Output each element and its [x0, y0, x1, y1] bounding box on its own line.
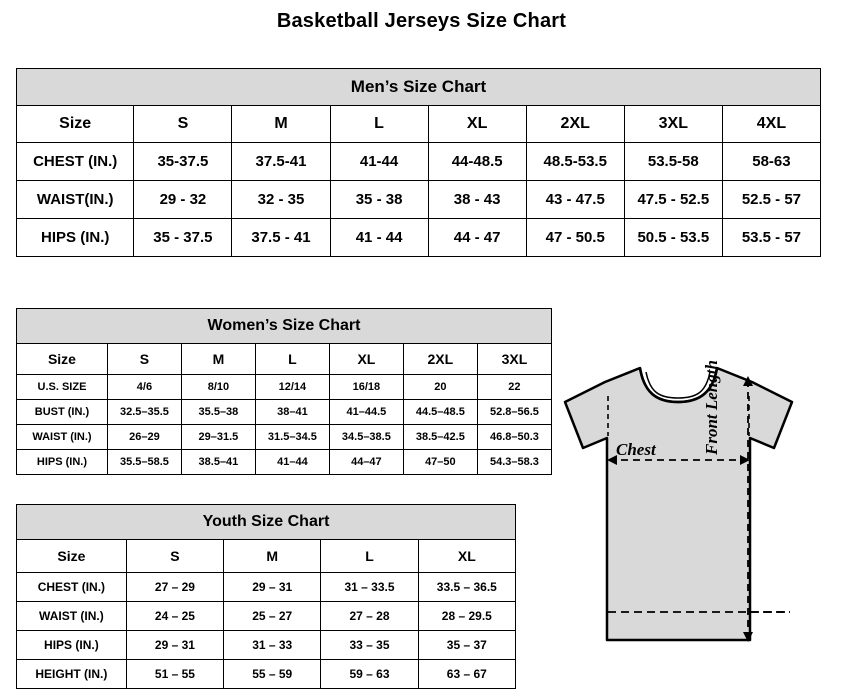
table-cell: 41–44 [255, 450, 329, 475]
table-caption-row [17, 309, 552, 344]
column-header: XL [428, 106, 526, 143]
table-cell: 32 - 35 [232, 181, 330, 219]
table-cell: 54.3–58.3 [477, 450, 551, 475]
table-row [17, 602, 516, 631]
table-cell: 35-37.5 [134, 143, 232, 181]
table-row [17, 660, 516, 689]
table-row [17, 219, 821, 257]
mens-chart-caption: Men’s Size Chart [17, 69, 821, 106]
table-cell: 37.5-41 [232, 143, 330, 181]
column-header: S [126, 540, 223, 573]
table-cell: 33.5 – 36.5 [418, 573, 515, 602]
table-cell: 26–29 [107, 425, 181, 450]
table-cell: 46.8–50.3 [477, 425, 551, 450]
table-cell: 48.5-53.5 [526, 143, 624, 181]
table-row [17, 631, 516, 660]
table-cell: 29–31.5 [181, 425, 255, 450]
table-cell: 35 - 38 [330, 181, 428, 219]
table-caption-row [17, 505, 516, 540]
row-label: U.S. SIZE [17, 375, 108, 400]
table-cell: 12/14 [255, 375, 329, 400]
table-cell: 43 - 47.5 [526, 181, 624, 219]
row-label: WAIST(IN.) [17, 181, 134, 219]
column-header: 3XL [624, 106, 722, 143]
row-label: CHEST (IN.) [17, 573, 127, 602]
table-cell: 25 – 27 [224, 602, 321, 631]
table-header-row [17, 540, 516, 573]
table-cell: 63 – 67 [418, 660, 515, 689]
column-header: M [181, 344, 255, 375]
table-row [17, 375, 552, 400]
row-label: HEIGHT (IN.) [17, 660, 127, 689]
youth-chart-caption: Youth Size Chart [17, 505, 516, 540]
table-cell: 4/6 [107, 375, 181, 400]
table-cell: 37.5 - 41 [232, 219, 330, 257]
table-row [17, 400, 552, 425]
table-row [17, 425, 552, 450]
table-cell: 35.5–38 [181, 400, 255, 425]
table-row [17, 450, 552, 475]
table-cell: 35.5–58.5 [107, 450, 181, 475]
column-header: L [255, 344, 329, 375]
table-cell: 33 – 35 [321, 631, 418, 660]
column-header: XL [418, 540, 515, 573]
table-cell: 38 - 43 [428, 181, 526, 219]
womens-chart-caption: Women’s Size Chart [17, 309, 552, 344]
table-cell: 28 – 29.5 [418, 602, 515, 631]
table-cell: 32.5–35.5 [107, 400, 181, 425]
table-cell: 52.5 - 57 [722, 181, 820, 219]
row-label: CHEST (IN.) [17, 143, 134, 181]
chest-measurement-label: Chest [616, 440, 656, 459]
table-cell: 24 – 25 [126, 602, 223, 631]
table-cell: 52.8–56.5 [477, 400, 551, 425]
row-label: HIPS (IN.) [17, 450, 108, 475]
table-cell: 35 - 37.5 [134, 219, 232, 257]
table-cell: 38.5–42.5 [403, 425, 477, 450]
table-header-row [17, 344, 552, 375]
column-header: 2XL [526, 106, 624, 143]
table-cell: 20 [403, 375, 477, 400]
table-cell: 53.5 - 57 [722, 219, 820, 257]
column-header: M [232, 106, 330, 143]
front-length-measurement-label: Front Length [702, 360, 721, 455]
table-cell: 44.5–48.5 [403, 400, 477, 425]
table-cell: 31.5–34.5 [255, 425, 329, 450]
column-header: 3XL [477, 344, 551, 375]
table-caption-row [17, 69, 821, 106]
table-cell: 38.5–41 [181, 450, 255, 475]
table-cell: 31 – 33 [224, 631, 321, 660]
womens-size-chart-table [16, 308, 552, 475]
row-label: WAIST (IN.) [17, 425, 108, 450]
table-cell: 29 – 31 [126, 631, 223, 660]
table-cell: 58-63 [722, 143, 820, 181]
table-cell: 51 – 55 [126, 660, 223, 689]
column-header: L [330, 106, 428, 143]
table-cell: 16/18 [329, 375, 403, 400]
column-header: L [321, 540, 418, 573]
table-cell: 29 – 31 [224, 573, 321, 602]
table-cell: 50.5 - 53.5 [624, 219, 722, 257]
column-header: XL [329, 344, 403, 375]
column-header: Size [17, 106, 134, 143]
row-label: WAIST (IN.) [17, 602, 127, 631]
table-cell: 41-44 [330, 143, 428, 181]
row-label: HIPS (IN.) [17, 219, 134, 257]
jersey-measurement-diagram [545, 340, 835, 680]
table-row [17, 181, 821, 219]
column-header: Size [17, 344, 108, 375]
jersey-body-shape [565, 368, 792, 640]
column-header: S [107, 344, 181, 375]
jersey-illustration-svg [545, 340, 835, 680]
table-cell: 47 - 50.5 [526, 219, 624, 257]
table-cell: 44-48.5 [428, 143, 526, 181]
table-cell: 31 – 33.5 [321, 573, 418, 602]
table-cell: 27 – 28 [321, 602, 418, 631]
column-header: 4XL [722, 106, 820, 143]
column-header: 2XL [403, 344, 477, 375]
mens-size-chart-table [16, 68, 821, 257]
page-title: Basketball Jerseys Size Chart [276, 10, 567, 32]
table-cell: 29 - 32 [134, 181, 232, 219]
table-cell: 8/10 [181, 375, 255, 400]
youth-size-chart-table [16, 504, 516, 689]
table-cell: 44 - 47 [428, 219, 526, 257]
table-cell: 55 – 59 [224, 660, 321, 689]
table-cell: 27 – 29 [126, 573, 223, 602]
table-cell: 53.5-58 [624, 143, 722, 181]
table-header-row [17, 106, 821, 143]
table-cell: 41–44.5 [329, 400, 403, 425]
column-header: S [134, 106, 232, 143]
row-label: BUST (IN.) [17, 400, 108, 425]
row-label: HIPS (IN.) [17, 631, 127, 660]
table-row [17, 143, 821, 181]
table-cell: 47.5 - 52.5 [624, 181, 722, 219]
column-header: M [224, 540, 321, 573]
column-header: Size [17, 540, 127, 573]
table-cell: 47–50 [403, 450, 477, 475]
jersey-collar-stitch [646, 372, 710, 398]
table-cell: 34.5–38.5 [329, 425, 403, 450]
table-cell: 22 [477, 375, 551, 400]
table-cell: 44–47 [329, 450, 403, 475]
table-cell: 35 – 37 [418, 631, 515, 660]
table-cell: 38–41 [255, 400, 329, 425]
table-row [17, 573, 516, 602]
table-cell: 41 - 44 [330, 219, 428, 257]
table-cell: 59 – 63 [321, 660, 418, 689]
